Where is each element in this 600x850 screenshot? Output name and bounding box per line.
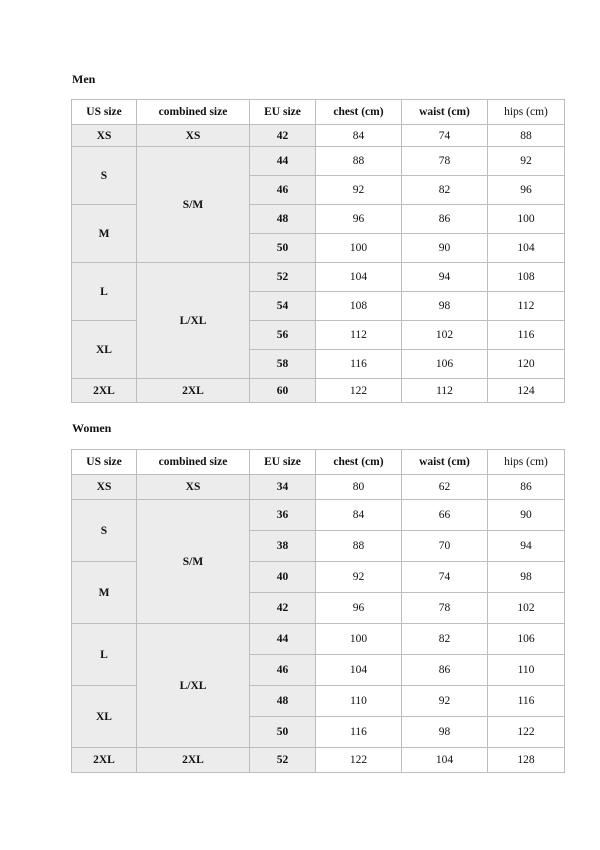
chest-cell: 104 <box>316 263 402 292</box>
hips-cell: 98 <box>488 562 565 593</box>
column-header-eu-size: EU size <box>250 450 316 475</box>
table-row <box>72 500 565 531</box>
waist-cell: 102 <box>402 321 488 350</box>
column-header-chest: chest (cm) <box>316 450 402 475</box>
hips-cell: 116 <box>488 321 565 350</box>
chest-cell: 112 <box>316 321 402 350</box>
hips-cell: 122 <box>488 717 565 748</box>
eu-size-cell: 42 <box>250 125 316 147</box>
us-size-cell: L <box>72 263 137 321</box>
waist-cell: 62 <box>402 475 488 500</box>
column-header-eu-size: EU size <box>250 100 316 125</box>
eu-size-cell: 38 <box>250 531 316 562</box>
hips-cell: 92 <box>488 147 565 176</box>
chest-cell: 96 <box>316 593 402 624</box>
eu-size-cell: 54 <box>250 292 316 321</box>
combined-size-cell: 2XL <box>137 748 250 773</box>
waist-cell: 78 <box>402 593 488 624</box>
chest-cell: 92 <box>316 176 402 205</box>
column-header-hips: hips (cm) <box>488 450 565 475</box>
hips-cell: 128 <box>488 748 565 773</box>
chest-cell: 88 <box>316 147 402 176</box>
hips-cell: 94 <box>488 531 565 562</box>
combined-size-cell: S/M <box>137 500 250 624</box>
us-size-cell: XS <box>72 475 137 500</box>
chest-cell: 92 <box>316 562 402 593</box>
combined-size-cell: XS <box>137 125 250 147</box>
us-size-cell: M <box>72 562 137 624</box>
hips-cell: 110 <box>488 655 565 686</box>
hips-cell: 102 <box>488 593 565 624</box>
combined-size-cell: 2XL <box>137 379 250 403</box>
eu-size-cell: 50 <box>250 717 316 748</box>
waist-cell: 106 <box>402 350 488 379</box>
chest-cell: 116 <box>316 350 402 379</box>
waist-cell: 78 <box>402 147 488 176</box>
us-size-cell: S <box>72 500 137 562</box>
hips-cell: 90 <box>488 500 565 531</box>
eu-size-cell: 46 <box>250 655 316 686</box>
eu-size-cell: 50 <box>250 234 316 263</box>
column-header-combined-size: combined size <box>137 450 250 475</box>
hips-cell: 100 <box>488 205 565 234</box>
hips-cell: 106 <box>488 624 565 655</box>
hips-cell: 88 <box>488 125 565 147</box>
men-section-title: Men <box>72 72 96 86</box>
hips-cell: 120 <box>488 350 565 379</box>
table-row <box>72 263 565 292</box>
eu-size-cell: 46 <box>250 176 316 205</box>
chest-cell: 96 <box>316 205 402 234</box>
eu-size-cell: 48 <box>250 205 316 234</box>
waist-cell: 98 <box>402 717 488 748</box>
combined-size-cell: L/XL <box>137 624 250 748</box>
hips-cell: 108 <box>488 263 565 292</box>
waist-cell: 82 <box>402 176 488 205</box>
women-section-title: Women <box>72 421 112 435</box>
combined-size-cell: L/XL <box>137 263 250 379</box>
chest-cell: 84 <box>316 125 402 147</box>
us-size-cell: 2XL <box>72 379 137 403</box>
waist-cell: 104 <box>402 748 488 773</box>
us-size-cell: XL <box>72 321 137 379</box>
column-header-hips: hips (cm) <box>488 100 565 125</box>
chest-cell: 116 <box>316 717 402 748</box>
eu-size-cell: 52 <box>250 748 316 773</box>
waist-cell: 74 <box>402 562 488 593</box>
us-size-cell: M <box>72 205 137 263</box>
waist-cell: 86 <box>402 205 488 234</box>
combined-size-cell: XS <box>137 475 250 500</box>
us-size-cell: L <box>72 624 137 686</box>
eu-size-cell: 44 <box>250 624 316 655</box>
us-size-cell: 2XL <box>72 748 137 773</box>
hips-cell: 112 <box>488 292 565 321</box>
eu-size-cell: 36 <box>250 500 316 531</box>
hips-cell: 104 <box>488 234 565 263</box>
column-header-us-size: US size <box>72 100 137 125</box>
hips-cell: 124 <box>488 379 565 403</box>
eu-size-cell: 40 <box>250 562 316 593</box>
table-row <box>72 147 565 176</box>
table-row <box>72 748 565 773</box>
header-row <box>72 100 565 125</box>
waist-cell: 92 <box>402 686 488 717</box>
waist-cell: 90 <box>402 234 488 263</box>
men-size-table <box>71 99 565 403</box>
column-header-combined-size: combined size <box>137 100 250 125</box>
chest-cell: 100 <box>316 624 402 655</box>
waist-cell: 66 <box>402 500 488 531</box>
waist-cell: 112 <box>402 379 488 403</box>
chest-cell: 104 <box>316 655 402 686</box>
column-header-waist: waist (cm) <box>402 100 488 125</box>
header-row <box>72 450 565 475</box>
eu-size-cell: 60 <box>250 379 316 403</box>
eu-size-cell: 44 <box>250 147 316 176</box>
column-header-waist: waist (cm) <box>402 450 488 475</box>
table-row <box>72 475 565 500</box>
chest-cell: 100 <box>316 234 402 263</box>
waist-cell: 70 <box>402 531 488 562</box>
table-row <box>72 125 565 147</box>
eu-size-cell: 52 <box>250 263 316 292</box>
chest-cell: 110 <box>316 686 402 717</box>
hips-cell: 116 <box>488 686 565 717</box>
us-size-cell: S <box>72 147 137 205</box>
chest-cell: 108 <box>316 292 402 321</box>
table-row <box>72 379 565 403</box>
chest-cell: 88 <box>316 531 402 562</box>
eu-size-cell: 48 <box>250 686 316 717</box>
women-size-table <box>71 449 565 773</box>
us-size-cell: XS <box>72 125 137 147</box>
hips-cell: 86 <box>488 475 565 500</box>
chest-cell: 122 <box>316 748 402 773</box>
eu-size-cell: 34 <box>250 475 316 500</box>
table-row <box>72 624 565 655</box>
waist-cell: 94 <box>402 263 488 292</box>
chest-cell: 84 <box>316 500 402 531</box>
waist-cell: 82 <box>402 624 488 655</box>
hips-cell: 96 <box>488 176 565 205</box>
chest-cell: 122 <box>316 379 402 403</box>
chest-cell: 80 <box>316 475 402 500</box>
waist-cell: 98 <box>402 292 488 321</box>
us-size-cell: XL <box>72 686 137 748</box>
combined-size-cell: S/M <box>137 147 250 263</box>
eu-size-cell: 56 <box>250 321 316 350</box>
eu-size-cell: 42 <box>250 593 316 624</box>
waist-cell: 86 <box>402 655 488 686</box>
column-header-us-size: US size <box>72 450 137 475</box>
eu-size-cell: 58 <box>250 350 316 379</box>
waist-cell: 74 <box>402 125 488 147</box>
column-header-chest: chest (cm) <box>316 100 402 125</box>
